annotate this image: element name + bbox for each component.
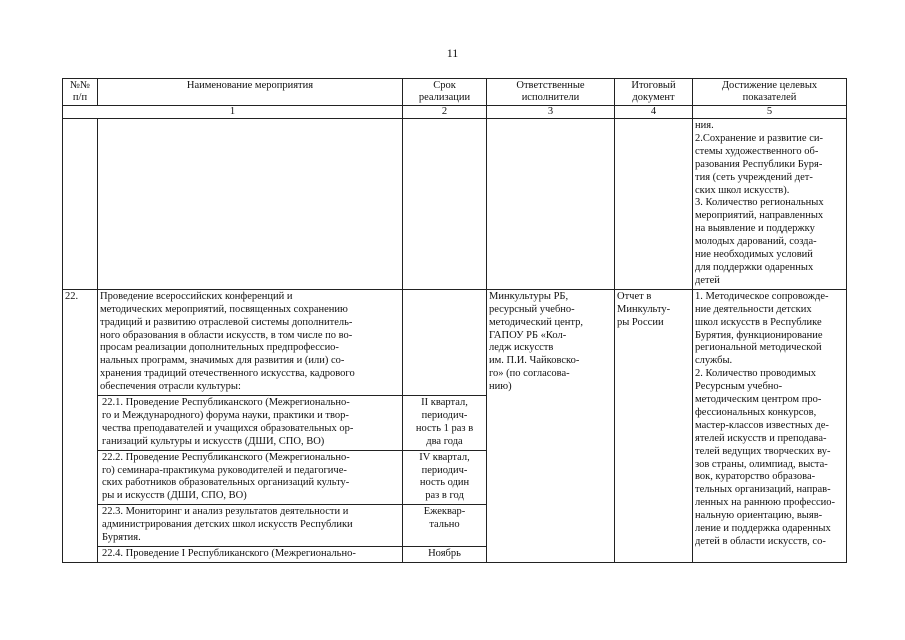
table-row-22 [63, 289, 847, 395]
continuation-row [63, 119, 847, 290]
column-number-3: 3 [487, 106, 615, 119]
subitem-name: 22.1. Проведение Республиканского (Межрегионально- го и Международного) форума науки, практики и твор- чества преподавателей и учащихся образовательных ор- ганизаций культуры и искусств (ДШИ, СПО, ВО) [98, 396, 403, 451]
header-document: Итоговый документ [615, 79, 693, 106]
row22-name: Проведение всероссийских конференций и методических мероприятий, посвященных сохранению традиций и развитию отраслевой системы дополнитель- ного образования в области искусств, в том числе по во- просам реализации дополнительных предпрофессио- нальных программ, значимых для развития и (или) со- хранения традиций отечественного искусства, кадрового обеспечения отрасли культуры: [98, 289, 403, 395]
subitem-name: 22.4. Проведение I Республиканского (Межрегионально- [98, 547, 403, 563]
page-number: 11 [446, 46, 459, 60]
subitem-name: 22.2. Проведение Республиканского (Межрегионально- го) семинара-практикума руководителей и педагогиче- ских работников образовательных организаций культу- ры и искусств (ДШИ, СПО, ВО) [98, 450, 403, 505]
column-number-5: 5 [693, 106, 847, 119]
plan-table [62, 78, 847, 563]
header-name: Наименование мероприятия [98, 79, 403, 106]
continuation-number [63, 119, 98, 290]
subitem-term: II квартал, периодич- ность 1 раз в два года [403, 396, 487, 451]
subitem-term: Ноябрь [403, 547, 487, 563]
header-term: Срок реализации [403, 79, 487, 106]
continuation-name [98, 119, 403, 290]
column-number-1: 1 [63, 106, 403, 119]
subitem-term: Ежеквар- тально [403, 505, 487, 547]
header-number: №№ п/п [63, 79, 98, 106]
row22-number: 22. [63, 289, 98, 562]
continuation-responsible [487, 119, 615, 290]
row22-document: Отчет в Минкульту- ры России [615, 289, 693, 562]
continuation-term [403, 119, 487, 290]
row22-responsible: Минкультуры РБ, ресурсный учебно- методический центр, ГАПОУ РБ «Кол- ледж искусств им. П.И. Чайковско- го» (по согласова- нию) [487, 289, 615, 562]
row22-term [403, 289, 487, 395]
subitem-name: 22.3. Мониторинг и анализ результатов деятельности и администрирования детских школ искусств Республики Бурятия. [98, 505, 403, 547]
table-header-row [63, 79, 847, 106]
row22-achievement: 1. Методическое сопровожде- ние деятельности детских школ искусств в Республике Бурятия, функционирование региональной методической службы. 2. Количество проводимых Ресурсным учебно- методическим центром про- фессиональных конкурсов, мастер-классов известных де- ятелей искусств и преподава- телей ведущих творческих ву- зов страны, олимпиад, выста- вок, кураторство образова- тельных организаций, направ- ленных на раннюю профессио- нальную ориентацию, выяв- ление и поддержка одаренных детей в области искусств, со- [693, 289, 847, 562]
column-number-2: 2 [403, 106, 487, 119]
header-responsible: Ответственные исполнители [487, 79, 615, 106]
continuation-achievement: ния. 2.Сохранение и развитие си- стемы художественного об- разования Республики Буря- тия (сеть учреждений дет- ских школ искусств). 3. Количество региональных мероприятий, направленных на выявление и поддержку молодых дарований, созда- ние необходимых условий для поддержки одаренных детей [693, 119, 847, 290]
column-number-4: 4 [615, 106, 693, 119]
continuation-document [615, 119, 693, 290]
column-number-row [63, 106, 847, 119]
subitem-term: IV квартал, периодич- ность один раз в год [403, 450, 487, 505]
header-achievement: Достижение целевых показателей [693, 79, 847, 106]
